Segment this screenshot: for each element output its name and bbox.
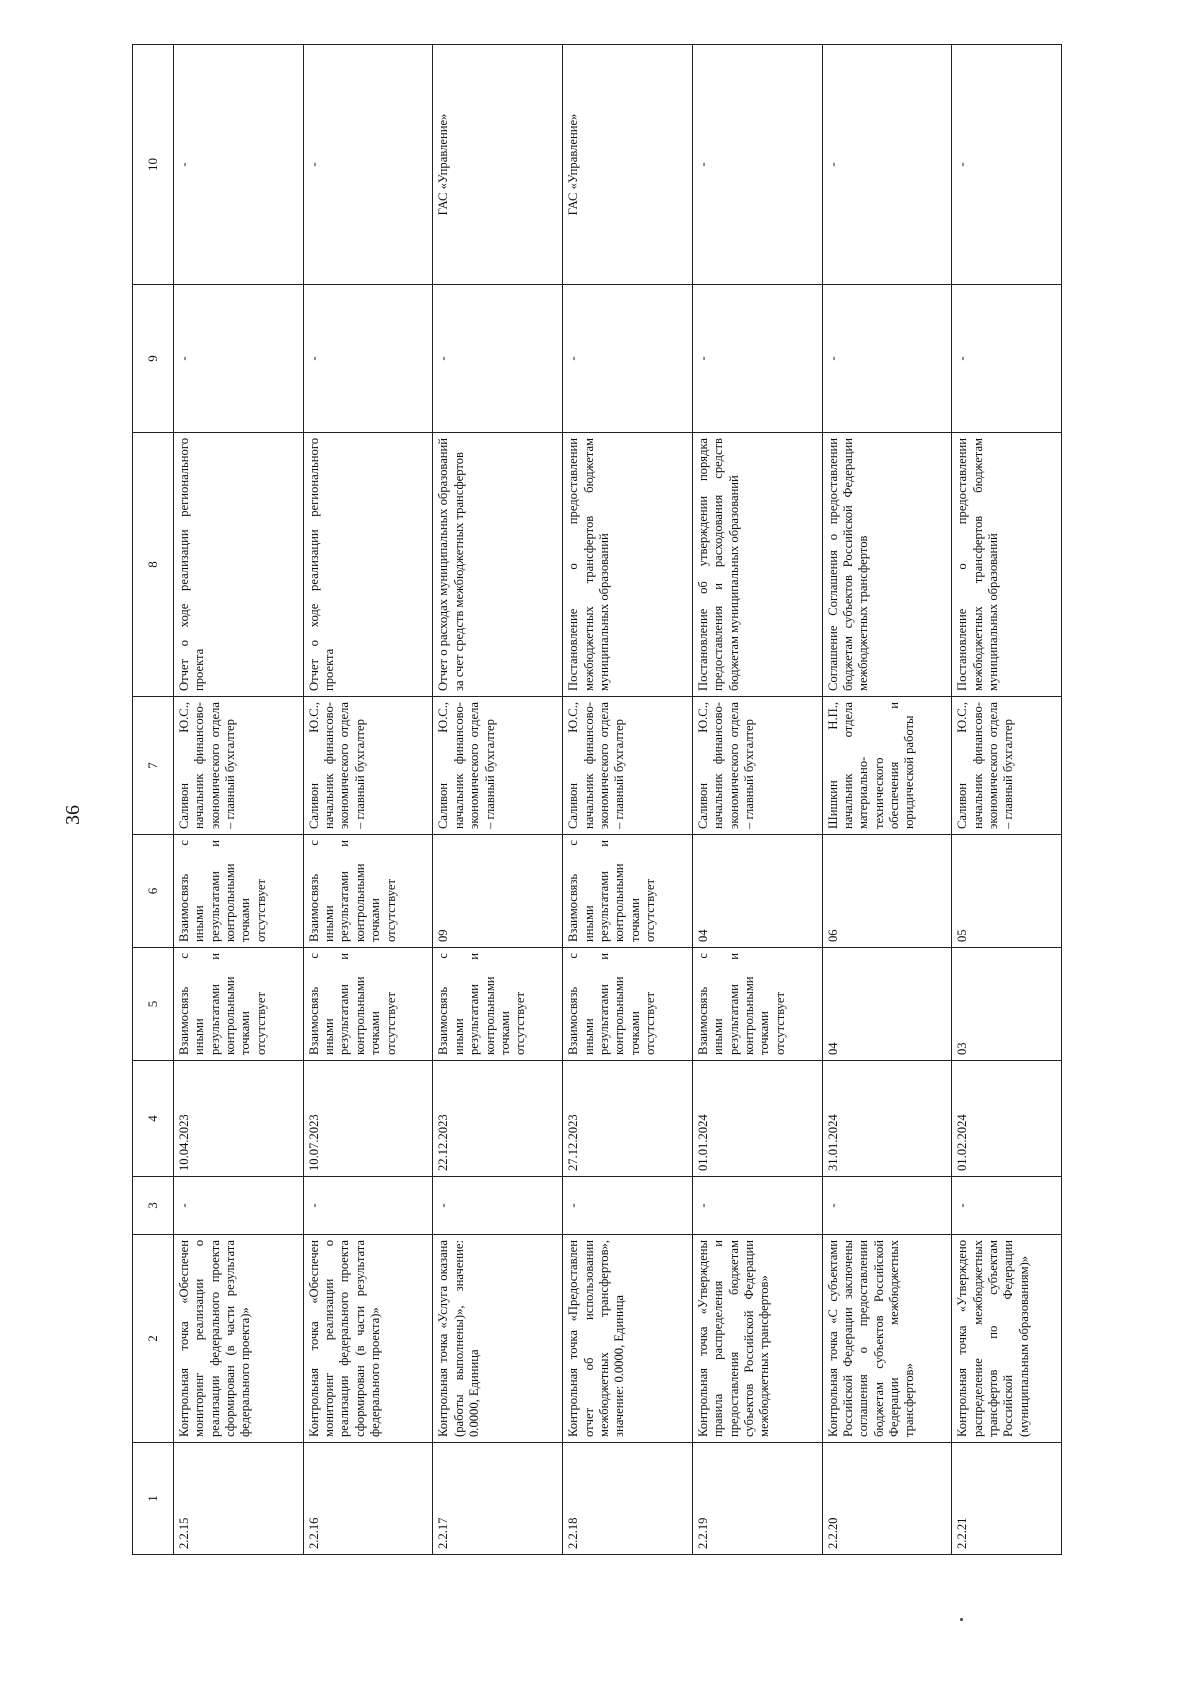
- row-number: 2.2.21: [952, 1443, 1062, 1555]
- table-row: [303, 45, 433, 1555]
- deadline-date: 27.12.2023: [563, 1061, 693, 1177]
- responsible: Саливон Ю.С., начальник финансово-экономического отдела – главный бухгалтер: [174, 697, 304, 835]
- control-point-name: Контрольная точка «Обеспечен мониторинг реализации о реализации федерального проекта сформирован (в части результата федерального проекта)»: [303, 1235, 433, 1443]
- deadline-date: 01.01.2024: [692, 1061, 822, 1177]
- cell-col9: -: [563, 285, 693, 433]
- col-header-4: 4: [133, 1061, 174, 1177]
- header-row: [133, 45, 174, 1555]
- table-row: [822, 45, 952, 1555]
- col-header-1: 1: [133, 1443, 174, 1555]
- info-system: -: [822, 45, 952, 285]
- predecessors: Взаимосвязь с иными результатами и контрольными точками отсутствует: [433, 948, 563, 1061]
- successors: 05: [952, 835, 1062, 948]
- responsible: Саливон Ю.С., начальник финансово-экономического отдела – главный бухгалтер: [563, 697, 693, 835]
- row-number: 2.2.16: [303, 1443, 433, 1555]
- successors: 04: [692, 835, 822, 948]
- responsible: Саливон Ю.С., начальник финансово-экономического отдела – главный бухгалтер: [952, 697, 1062, 835]
- successors: Взаимосвязь с иными результатами и контрольными точками отсутствует: [174, 835, 304, 948]
- predecessors: 04: [822, 948, 952, 1061]
- document: Отчет о расходах муниципальных образований за счет средств межбюджетных трансфертов: [433, 433, 563, 697]
- row-number: 2.2.20: [822, 1443, 952, 1555]
- responsible: Саливон Ю.С., начальник финансово-экономического отдела – главный бухгалтер: [692, 697, 822, 835]
- cell-col9: -: [822, 285, 952, 433]
- control-point-name: Контрольная точка «Обеспечен мониторинг реализации о реализации федерального проекта сформирован (в части результата федерального проекта)»: [174, 1235, 304, 1443]
- col-header-7: 7: [133, 697, 174, 835]
- row-number: 2.2.17: [433, 1443, 563, 1555]
- control-points-table: [132, 44, 1062, 1555]
- cell-col3: -: [433, 1177, 563, 1235]
- document: Соглашение Соглашения о предоставлении бюджетам субъектов Российской Федерации межбюджетных трансфертов: [822, 433, 952, 697]
- control-point-name: Контрольная точка «С субъектами Российской Федерации заключены соглашения о предоставлении бюджетам субъектов Российской Федерации межбюджетных трансфертов»: [822, 1235, 952, 1443]
- table-row: [433, 45, 563, 1555]
- cell-col3: -: [563, 1177, 693, 1235]
- document: Постановление о предоставлении межбюджетных трансфертов бюджетам муниципальных образований: [563, 433, 693, 697]
- rotated-table-container: [132, 45, 1062, 1555]
- col-header-6: 6: [133, 835, 174, 948]
- page-number: 36: [62, 805, 84, 825]
- responsible: Шишкин Н.П., начальник отдела материально-технического обеспечения и юридической работы: [822, 697, 952, 835]
- table-row: [952, 45, 1062, 1555]
- info-system: -: [303, 45, 433, 285]
- cell-col3: -: [822, 1177, 952, 1235]
- successors: 06: [822, 835, 952, 948]
- table-row: [692, 45, 822, 1555]
- deadline-date: 10.07.2023: [303, 1061, 433, 1177]
- predecessors: Взаимосвязь с иными результатами и контрольными точками отсутствует: [174, 948, 304, 1061]
- col-header-10: 10: [133, 45, 174, 285]
- deadline-date: 22.12.2023: [433, 1061, 563, 1177]
- col-header-5: 5: [133, 948, 174, 1061]
- predecessors: Взаимосвязь с иными результатами и контрольными точками отсутствует: [692, 948, 822, 1061]
- predecessors: Взаимосвязь с иными результатами и контрольными точками отсутствует: [303, 948, 433, 1061]
- cell-col3: -: [303, 1177, 433, 1235]
- col-header-3: 3: [133, 1177, 174, 1235]
- responsible: Саливон Ю.С., начальник финансово-экономического отдела – главный бухгалтер: [433, 697, 563, 835]
- col-header-2: 2: [133, 1235, 174, 1443]
- control-point-name: Контрольная точка «Предоставлен отчет об использовании межбюджетных трансфертов», значение: 0.0000, Единица: [563, 1235, 693, 1443]
- deadline-date: 31.01.2024: [822, 1061, 952, 1177]
- table-row: [174, 45, 304, 1555]
- col-header-8: 8: [133, 433, 174, 697]
- control-point-name: Контрольная точка «Утверждены правила распределения и предоставления бюджетам субъектов Российской Федерации межбюджетных трансфертов»: [692, 1235, 822, 1443]
- predecessors: Взаимосвязь с иными результатами и контрольными точками отсутствует: [563, 948, 693, 1061]
- cell-col9: -: [433, 285, 563, 433]
- cell-col3: -: [692, 1177, 822, 1235]
- successors: Взаимосвязь с иными результатами и контрольными точками отсутствует: [563, 835, 693, 948]
- control-point-name: Контрольная точка «Услуга оказана (работы выполнены)», значение: 0.0000, Единица: [433, 1235, 563, 1443]
- info-system: -: [174, 45, 304, 285]
- document: Постановление об утверждении порядка предоставления и расходования средств бюджетам муниципальных образований: [692, 433, 822, 697]
- info-system: -: [692, 45, 822, 285]
- row-number: 2.2.18: [563, 1443, 693, 1555]
- successors: 09: [433, 835, 563, 948]
- row-number: 2.2.19: [692, 1443, 822, 1555]
- deadline-date: 10.04.2023: [174, 1061, 304, 1177]
- cell-col9: -: [952, 285, 1062, 433]
- document: Отчет о ходе реализации регионального проекта: [174, 433, 304, 697]
- info-system: -: [952, 45, 1062, 285]
- control-point-name: Контрольная точка «Утверждено распределение межбюджетных трансфертов по субъектам Российской Федерации (муниципальным образованиям)»: [952, 1235, 1062, 1443]
- cell-col9: -: [303, 285, 433, 433]
- document: Отчет о ходе реализации регионального проекта: [303, 433, 433, 697]
- table-row: [563, 45, 693, 1555]
- cell-col3: -: [952, 1177, 1062, 1235]
- predecessors: 03: [952, 948, 1062, 1061]
- successors: Взаимосвязь с иными результатами и контрольными точками отсутствует: [303, 835, 433, 948]
- cell-col3: -: [174, 1177, 304, 1235]
- col-header-9: 9: [133, 285, 174, 433]
- cell-col9: -: [692, 285, 822, 433]
- row-number: 2.2.15: [174, 1443, 304, 1555]
- responsible: Саливон Ю.С., начальник финансово-экономического отдела – главный бухгалтер: [303, 697, 433, 835]
- document: Постановление о предоставлении межбюджетных трансфертов бюджетам муниципальных образований: [952, 433, 1062, 697]
- deadline-date: 01.02.2024: [952, 1061, 1062, 1177]
- info-system: ГАС «Управление»: [563, 45, 693, 285]
- info-system: ГАС «Управление»: [433, 45, 563, 285]
- cell-col9: -: [174, 285, 304, 433]
- scan-speck: [960, 1618, 963, 1621]
